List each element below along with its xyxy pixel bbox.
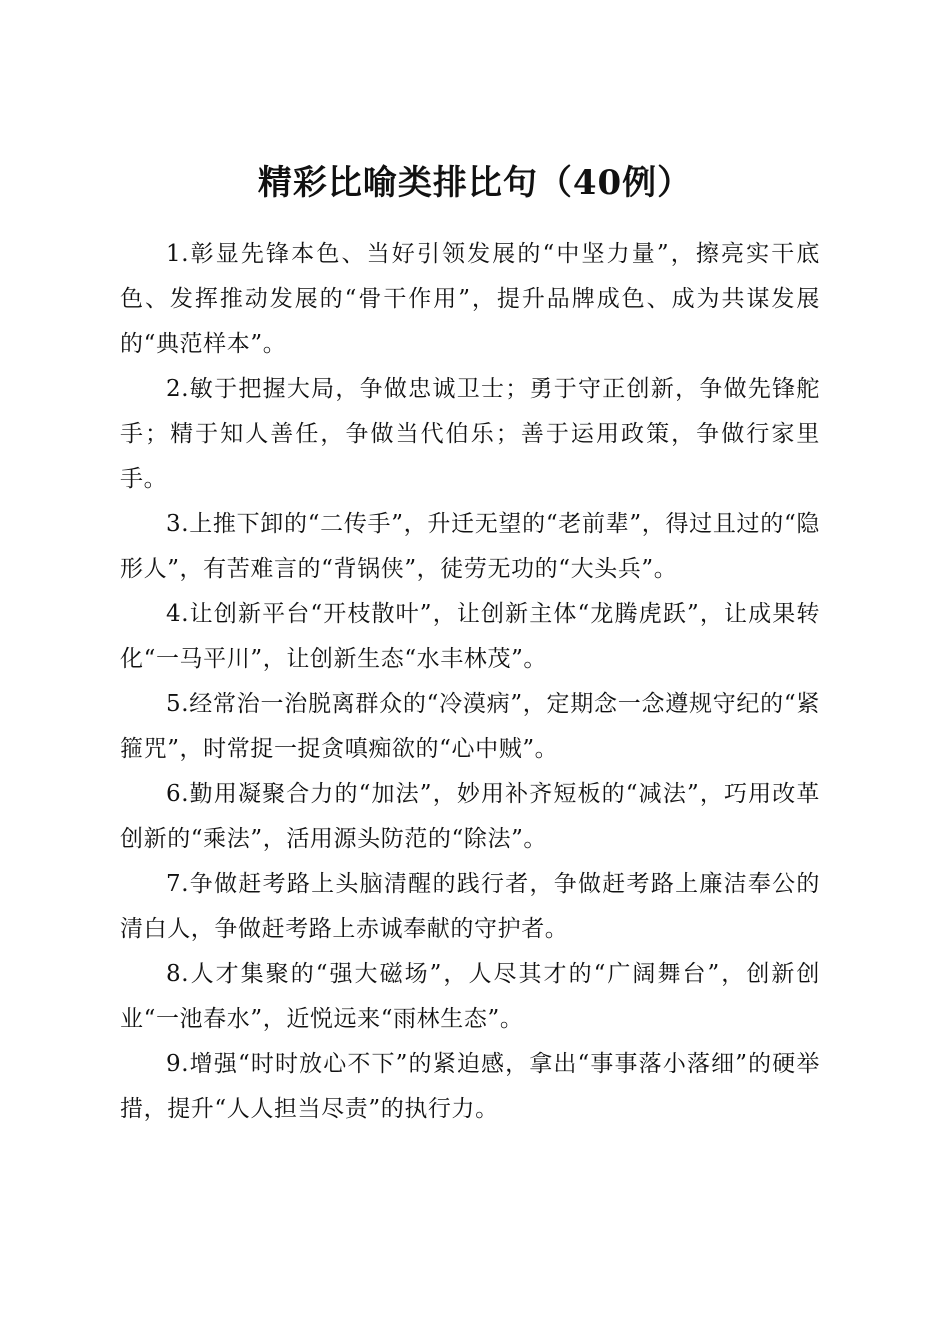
paragraph-7: 7.争做赶考路上头脑清醒的践行者，争做赶考路上廉洁奉公的清白人，争做赶考路上赤诚奉献的守护者。 bbox=[120, 871, 820, 942]
paragraph-6: 6.勤用凝聚合力的“加法”，妙用补齐短板的“减法”，巧用改革创新的“乘法”，活用源头防范的“除法”。 bbox=[120, 781, 820, 852]
paragraph-3: 3.上推下卸的“二传手”，升迁无望的“老前辈”，得过且过的“隐形人”，有苦难言的“背锅侠”，徒劳无功的“大头兵”。 bbox=[120, 511, 820, 582]
page-title: 精彩比喻类排比句（40例） bbox=[257, 162, 693, 203]
paragraph-1: 1.彰显先锋本色、当好引领发展的“中坚力量”，擦亮实干底色、发挥推动发展的“骨干作用”，提升品牌成色、成为共谋发展的“典范样本”。 bbox=[120, 241, 820, 357]
paragraph-5: 5.经常治一治脱离群众的“冷漠病”，定期念一念遵规守纪的“紧箍咒”，时常捉一捉贪嗔痴欲的“心中贼”。 bbox=[120, 691, 820, 762]
document-body bbox=[120, 232, 820, 1132]
paragraph-4: 4.让创新平台“开枝散叶”，让创新主体“龙腾虎跃”，让成果转化“一马平川”，让创新生态“水丰林茂”。 bbox=[120, 601, 820, 672]
paragraph-8: 8.人才集聚的“强大磁场”，人尽其才的“广阔舞台”，创新创业“一池春水”，近悦远来“雨林生态”。 bbox=[120, 961, 820, 1032]
paragraph-2: 2.敏于把握大局，争做忠诚卫士；勇于守正创新，争做先锋舵手；精于知人善任，争做当代伯乐；善于运用政策，争做行家里手。 bbox=[120, 376, 820, 492]
paragraph-9: 9.增强“时时放心不下”的紧迫感，拿出“事事落小落细”的硬举措，提升“人人担当尽责”的执行力。 bbox=[120, 1051, 820, 1122]
